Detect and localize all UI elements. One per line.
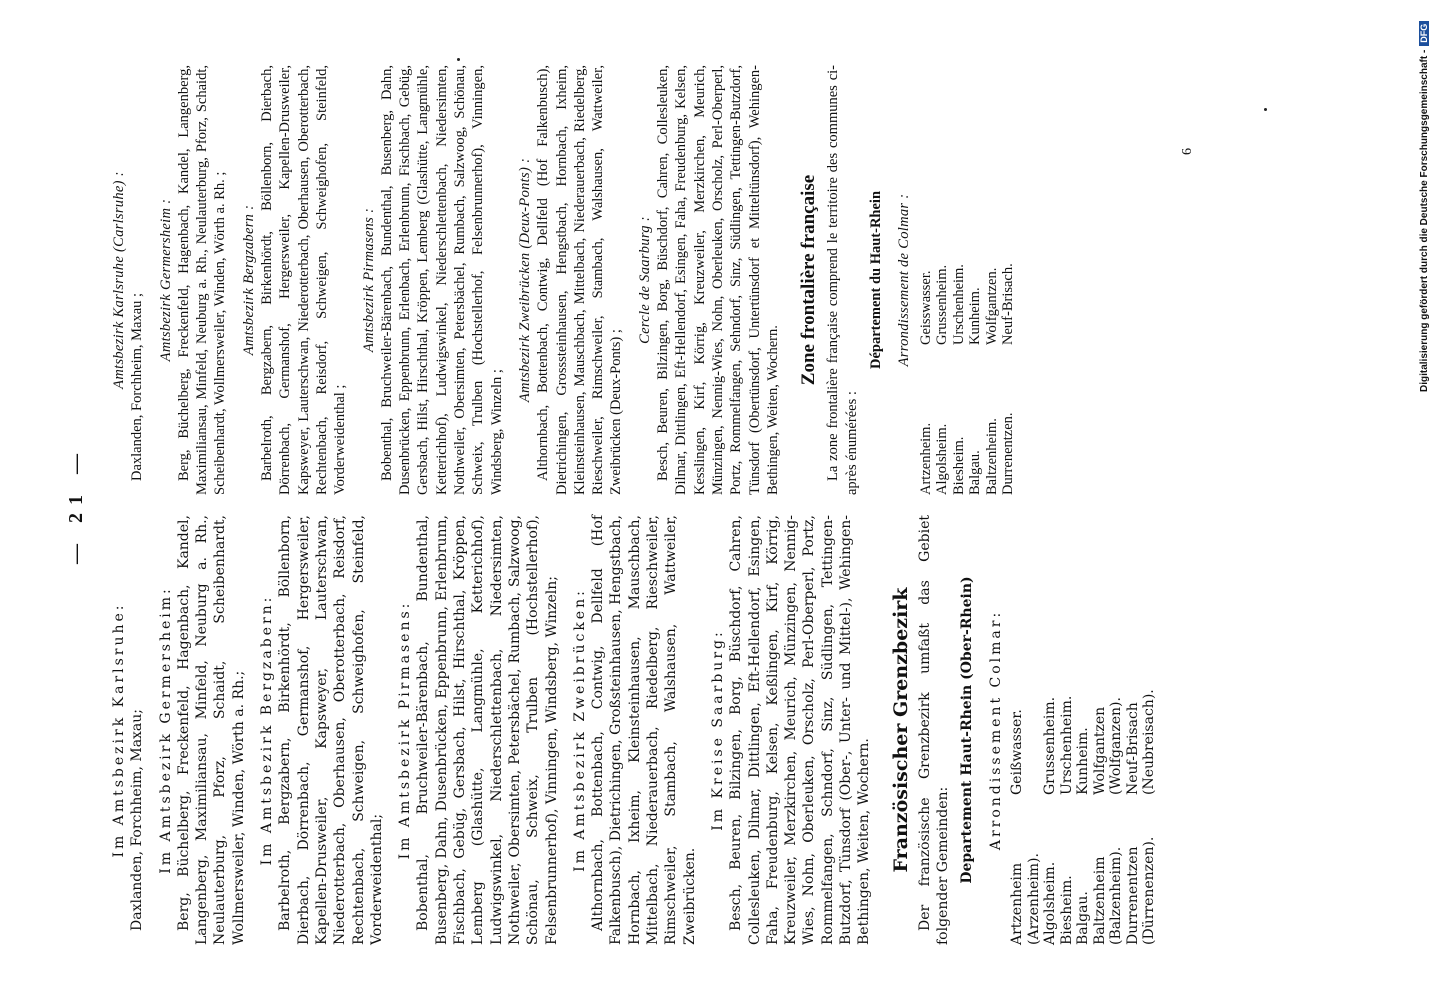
french-zone-title: Zone frontalière française [798, 174, 820, 386]
german-section-text: Barbelroth, Bergzabern, Birkenhördt, Böllenborn, Dierbach, Dörrenbach, Germanshof, Hergersweiler, Kapellen-Drusweiler, Kapsweyer, Lauterschwan, Niederotterbach, Oberhausen, Oberotterbach, Reisdorf, Rechtenbach, Schweigen, Schweighofen, Steinfeld, Vorderweidenthal; [277, 515, 385, 945]
french-section-text: Besch, Beuren, Bilzingen, Borg, Büschdorf, Cahren, Collesleuken, Dilmar, Dittlingen, Eft-Hellendorf, Esingen, Faha, Freudenburg, Kelsen, Kesslingen, Kirf, Körrig, Kreuzweiler, Merzkirchen, Meurich, Münzingen, Nennig-Wies, Nohn, Oberleuken, Orscholz, Perl-Oberperl, Portz, Rommelfangen, Sehndorf, Sinz, Südlingen, Tettingen-Butzdorf, Tünsdorf (Obertünsdorf, Untertünsdorf et Mitteltünsdorf), Wehingen-Bethingen, Weiten, Wochern. [655, 65, 781, 495]
commune-item: Urschenheim. [1058, 695, 1075, 795]
french-section-heading: Amtsbezirk Germersheim : [157, 198, 174, 362]
commune-item: Geißwasser. [1009, 709, 1026, 795]
french-section-heading: Amtsbezirk Karlsruhe (Carlsruhe) : [111, 171, 127, 389]
french-section [240, 65, 350, 495]
commune-item: Grussenheim. [1042, 696, 1059, 795]
rotated-document-page [65, 65, 1255, 945]
french-commune-list [918, 205, 1017, 495]
digitization-credit-text: Digitalisierung gefördert durch die Deutsche Forschungsgemeinschaft - [1419, 49, 1430, 392]
german-zone-title: Französischer Grenzbezirk [889, 587, 912, 873]
german-section-heading: Im Amtsbezirk Germersheim: [157, 586, 174, 874]
commune-item: Baltzenheim. [983, 418, 1000, 495]
french-section-text: Bobenthal, Bruchweiler-Bärenbach, Bundenthal, Busenberg, Dahn, Dusenbrücken, Eppenbrunn, Erlenbach, Erlenbrunn, Fischbach, Gebüg, Gersbach, Hilst, Hirschthal, Kröppen, Lemberg (Glashütte, Langmühle, Ketterichhof), Ludwigswinkel, Niederschlettenbach, Niedersimten, Nothweiler, Obersimten, Petersbächel, Rumbach, Salzwoog, Schönau, Schweix, Trulben (Hochstellerhof, Felsenbrunnerhof), Vinningen, Windsberg, Winzeln ; [378, 65, 505, 495]
commune-item: Kunheim. [1075, 727, 1092, 795]
german-section [709, 515, 874, 945]
commune-item: Durrenentzen. [1000, 412, 1017, 495]
german-section-text: Besch, Beuren, Bilzingen, Borg, Büschdorf, Cahren, Collesleuken, Dilmar, Dittlingen, Eft-Hellendorf, Esingen, Faha, Freudenburg, Kelsen, Keßlingen, Kirf, Körrig, Kreuzweiler, Merzkirchen, Meurich, Münzingen, Nennig-Wies, Nohn, Oberleuken, Orscholz, Perl-Oberperl, Portz, Rommelfangen, Schndorf, Sinz, Südlingen, Tettingen-Butzdorf, Tünsdorf (Ober-, Unter- und Mittel-), Wehingen-Bethingen, Weiten, Wochern. [728, 515, 873, 945]
page-signature-mark: 6 [1180, 148, 1195, 155]
commune-item: Balgau. [967, 450, 984, 495]
german-section [110, 515, 147, 945]
french-section-heading: Amtsbezirk Pirmasens : [360, 207, 377, 353]
commune-item: Wolfgantzen (Wolfganzen). [1091, 697, 1125, 795]
german-section-heading: Im Amtsbezirk Karlsruhe: [111, 602, 127, 858]
commune-item: Geisswasser. [917, 270, 934, 345]
commune-item: Algolsheim. [934, 423, 951, 495]
german-section [571, 515, 699, 945]
german-zone-intro: Der französische Grenzbezirk umfaßt das Gebiet folgender Gemeinden: [916, 515, 952, 945]
page-number: — 21 — [65, 446, 87, 564]
scan-speck [1264, 108, 1267, 111]
german-arrondissement-heading: Arrondissement Colmar: [987, 609, 1004, 851]
german-section [258, 515, 386, 945]
french-section [360, 65, 506, 495]
german-commune-list [1009, 655, 1158, 945]
commune-item: Baltzenheim (Balzenheim). [1091, 846, 1125, 945]
commune-item: Neuf-Brisach. [1000, 263, 1017, 345]
german-section-heading: Im Amtsbezirk Bergzabern: [259, 594, 276, 866]
commune-item: Biesheim. [1058, 875, 1075, 945]
commune-item: Biesheim. [950, 436, 967, 495]
german-section-heading: Im Kreise Saarburg: [709, 629, 726, 831]
french-section-heading: Amtsbezirk Zweibrücken (Deux-Ponts) : [516, 157, 533, 403]
french-section-text: Barbelroth, Bergzabern, Birkenhördt, Böllenborn, Dierbach, Dörrenbach, Germanshof, Hergersweiler, Kapellen-Drusweiler, Kapsweyer, Lauterschwan, Niederotterbach, Oberhausen, Oberotterbach, Rechtenbach, Reisdorf, Schweigen, Schweighofen, Steinfeld, Vorderweidenthal ; [259, 65, 349, 495]
commune-item: Artzenheim. [917, 422, 934, 495]
german-section [396, 515, 561, 945]
digitization-credit [1419, 0, 1434, 392]
german-section-text: Althornbach, Bottenbach, Contwig, Dellfeld (Hof Falkenbusch), Dietrichingen, Großsteinhausen, Hengstbach, Hornbach, Ixheim, Kleinsteinhausen, Mauschbach, Mittelbach, Niederauerbach, Riedelberg, Rieschweiler, Rimschweiler, Stambach, Walshausen, Wattweiler, Zweibrücken. [590, 515, 698, 945]
french-section-text: Althornbach, Bottenbach, Contwig, Dellfeld (Hof Falkenbusch), Dietrichingen, Grosssteinhausen, Hengstbach, Hornbach, Ixheim, Kleinsteinhausen, Mauschbach, Mittelbach, Niederauerbach, Riedelberg, Rieschweiler, Rimschweiler, Stambach, Walshausen, Wattweiler, Zweibrücken (Deux-Ponts) ; [535, 65, 625, 495]
german-section-text: Berg, Büchelberg, Freckenfeld, Hagenbach, Kandel, Langenberg, Maximiliansau, Minfeld, Neuburg a. Rh., Neulauterburg, Pforz, Schaidt, Scheibenhardt, Wollmersweiler, Winden, Wörth a. Rh.; [175, 515, 247, 945]
french-zone-intro: La zone frontalière française comprend le territoire des communes ci-après énumérées : [825, 65, 860, 495]
commune-item: Artzenheim (Arzenheim). [1009, 853, 1042, 945]
commune-item: Durrenentzen (Dürrenenzen). [1124, 836, 1158, 945]
french-column [100, 65, 1017, 495]
french-section [157, 65, 230, 495]
german-section-text: Daxlanden, Forchheim, Maxau; [129, 708, 146, 931]
commune-item: Algolsheim. [1042, 861, 1059, 945]
dfg-logo: DFG [1419, 21, 1429, 46]
french-section-text: Berg, Büchelberg, Freckenfeld, Hagenbach, Kandel, Langenberg, Maximiliansau, Minfeld, Neuburg a. Rh., Neulauterburg, Pforz, Schaidt, Scheibenhardt, Wollmersweiler, Winden, Wörth a. Rh. ; [175, 65, 229, 495]
commune-item: Neuf-Brisach (Neubreisach). [1124, 689, 1158, 795]
german-section-heading: Im Amtsbezirk Pirmasens: [397, 600, 414, 860]
commune-item: Wolfgantzen. [983, 267, 1000, 345]
french-section [516, 65, 626, 495]
french-section-heading: Cercle de Saarburg : [636, 216, 653, 344]
german-department-title: Departement Haut-Rhein (Ober-Rhein) [959, 576, 976, 884]
french-department-title: Département du Haut-Rhein [867, 190, 884, 370]
german-column [100, 515, 1158, 945]
german-section [157, 515, 248, 945]
french-section-text: Daxlanden, Forchheim, Maxau ; [129, 292, 146, 481]
commune-item: Urschenheim. [950, 264, 967, 345]
german-section-text: Bobenthal, Bruchweiler-Bärenbach, Bundenthal, Busenberg, Dahn, Dusenbrücken, Eppenbrunn, Erlenbrunn, Fischbach, Gebüg, Gersbach, Hilst, Hirschthal, Kröppen, Lemberg (Glashütte, Langmühle, Ketterichhof), Ludwigswinkel, Niederschlettenbach, Niedersimten, Nothweiler, Obersimten, Petersbächel, Rumbach, Salzwoog, Schönau, Schweix, Trulben (Hochstellerhof), Felsenbrunnerhof), Vinningen, Windsberg, Winzeln; [415, 515, 560, 945]
french-arrondissement-heading: Arrondissement de Colmar : [896, 193, 913, 367]
commune-item: Balgau. [1075, 891, 1092, 945]
french-section [110, 65, 147, 495]
german-section-heading: Im Amtsbezirk Zweibrücken: [571, 588, 588, 872]
french-section-heading: Amtsbezirk Bergzabern : [240, 204, 257, 356]
commune-item: Grussenheim. [934, 264, 951, 345]
commune-item: Kunheim. [967, 287, 984, 345]
french-section [636, 65, 782, 495]
scan-speck [457, 58, 460, 61]
